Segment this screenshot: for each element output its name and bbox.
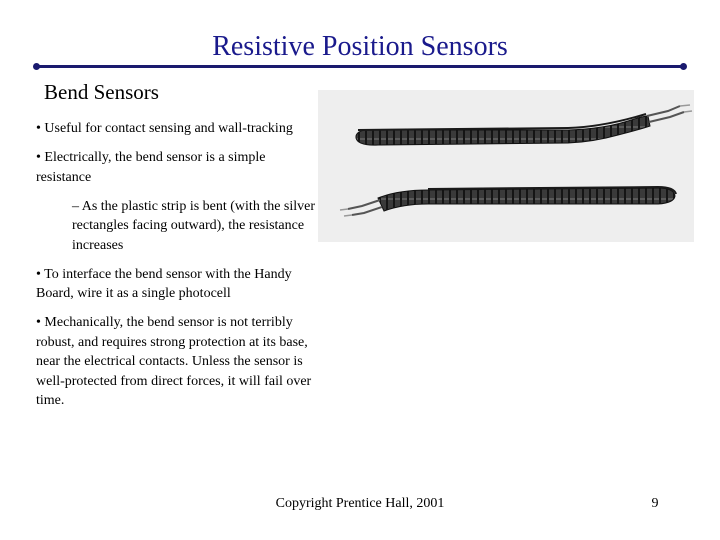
title-underline [36,65,684,68]
slide-subtitle: Bend Sensors [44,80,159,104]
sub-bullet-item: – As the plastic strip is bent (with the silver rectangles facing outward), the resistance increases [72,198,316,253]
rule-end-dot-right [680,63,687,70]
slide-title: Resistive Position Sensors [212,31,508,62]
bullet-list [36,119,321,420]
bend-sensor-photo [318,90,694,242]
bullet-item: • Useful for contact sensing and wall-tracking [36,121,293,136]
bullet-item: • To interface the bend sensor with the Handy Board, wire it as a single photocell [36,266,292,301]
bullet-item: • Mechanically, the bend sensor is not terribly robust, and requires strong protection at its base, near the electrical contacts. Unless the sensor is well-protected from direct forces, it will fail over time. [36,315,312,408]
page-number: 9 [651,496,659,511]
photo-background [318,90,694,242]
bullet-item: • Electrically, the bend sensor is a simple resistance [36,150,266,185]
footer-copyright: Copyright Prentice Hall, 2001 [275,496,445,511]
rule-end-dot-left [33,63,40,70]
